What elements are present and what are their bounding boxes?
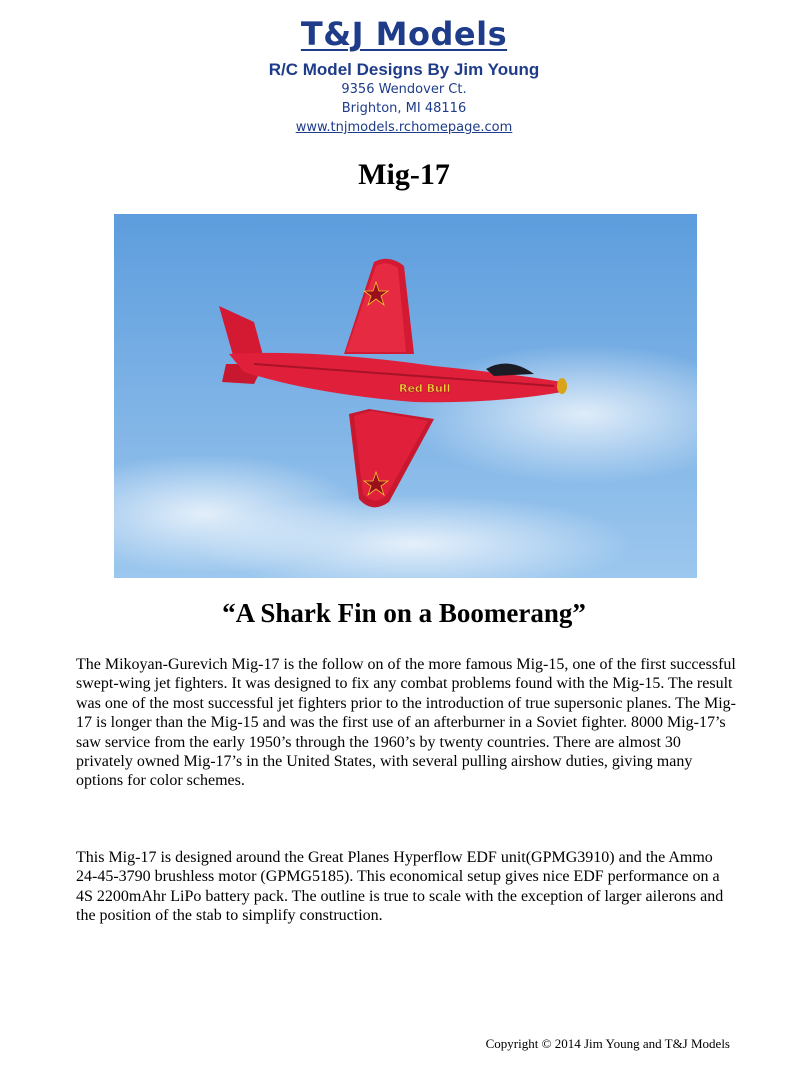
brand-subtitle: R/C Model Designs By Jim Young	[268, 60, 540, 79]
brand-name: T&J Models	[300, 15, 508, 53]
letterhead	[0, 14, 808, 137]
aircraft-photo	[114, 214, 697, 578]
page-title: Mig-17	[358, 158, 450, 191]
aircraft-photo-illustration	[114, 214, 697, 578]
address-line-1: 9356 Wendover Ct.	[341, 82, 467, 97]
copyright-footer: Copyright © 2014 Jim Young and T&J Models	[485, 1036, 730, 1051]
tagline: “A Shark Fin on a Boomerang”	[222, 598, 586, 628]
livery-logo: Red Bull	[399, 382, 451, 395]
address-line-2: Brighton, MI 48116	[341, 101, 467, 116]
design-paragraph: This Mig-17 is designed around the Great Planes Hyperflow EDF unit(GPMG3910) and the Ammo 24-45-3790 brushless motor (GPMG5185). This economical setup gives nice EDF performance on a 4S 2200mAhr LiPo battery pack. The outline is true to scale with the exception of larger ailerons and the position of the stab to simplify construction.	[76, 849, 724, 925]
intro-paragraph: The Mikoyan-Gurevich Mig-17 is the follow on of the more famous Mig-15, one of the first successful swept-wing jet fighters. It was designed to fix any combat problems found with the Mig-15. The result was one of the most successful jet fighters prior to the introduction of true supersonic planes. The Mig-17 is longer than the Mig-15 and was the first use of an afterburner in a Soviet fighter. 8000 Mig-17’s saw service from the early 1950’s through the 1960’s by twenty countries. There are almost 30 privately owned Mig-17’s in the United States, with several pulling airshow duties, giving many options for color schemes.	[76, 656, 736, 790]
website-link[interactable]: www.tnjmodels.rchomepage.com	[295, 120, 513, 135]
